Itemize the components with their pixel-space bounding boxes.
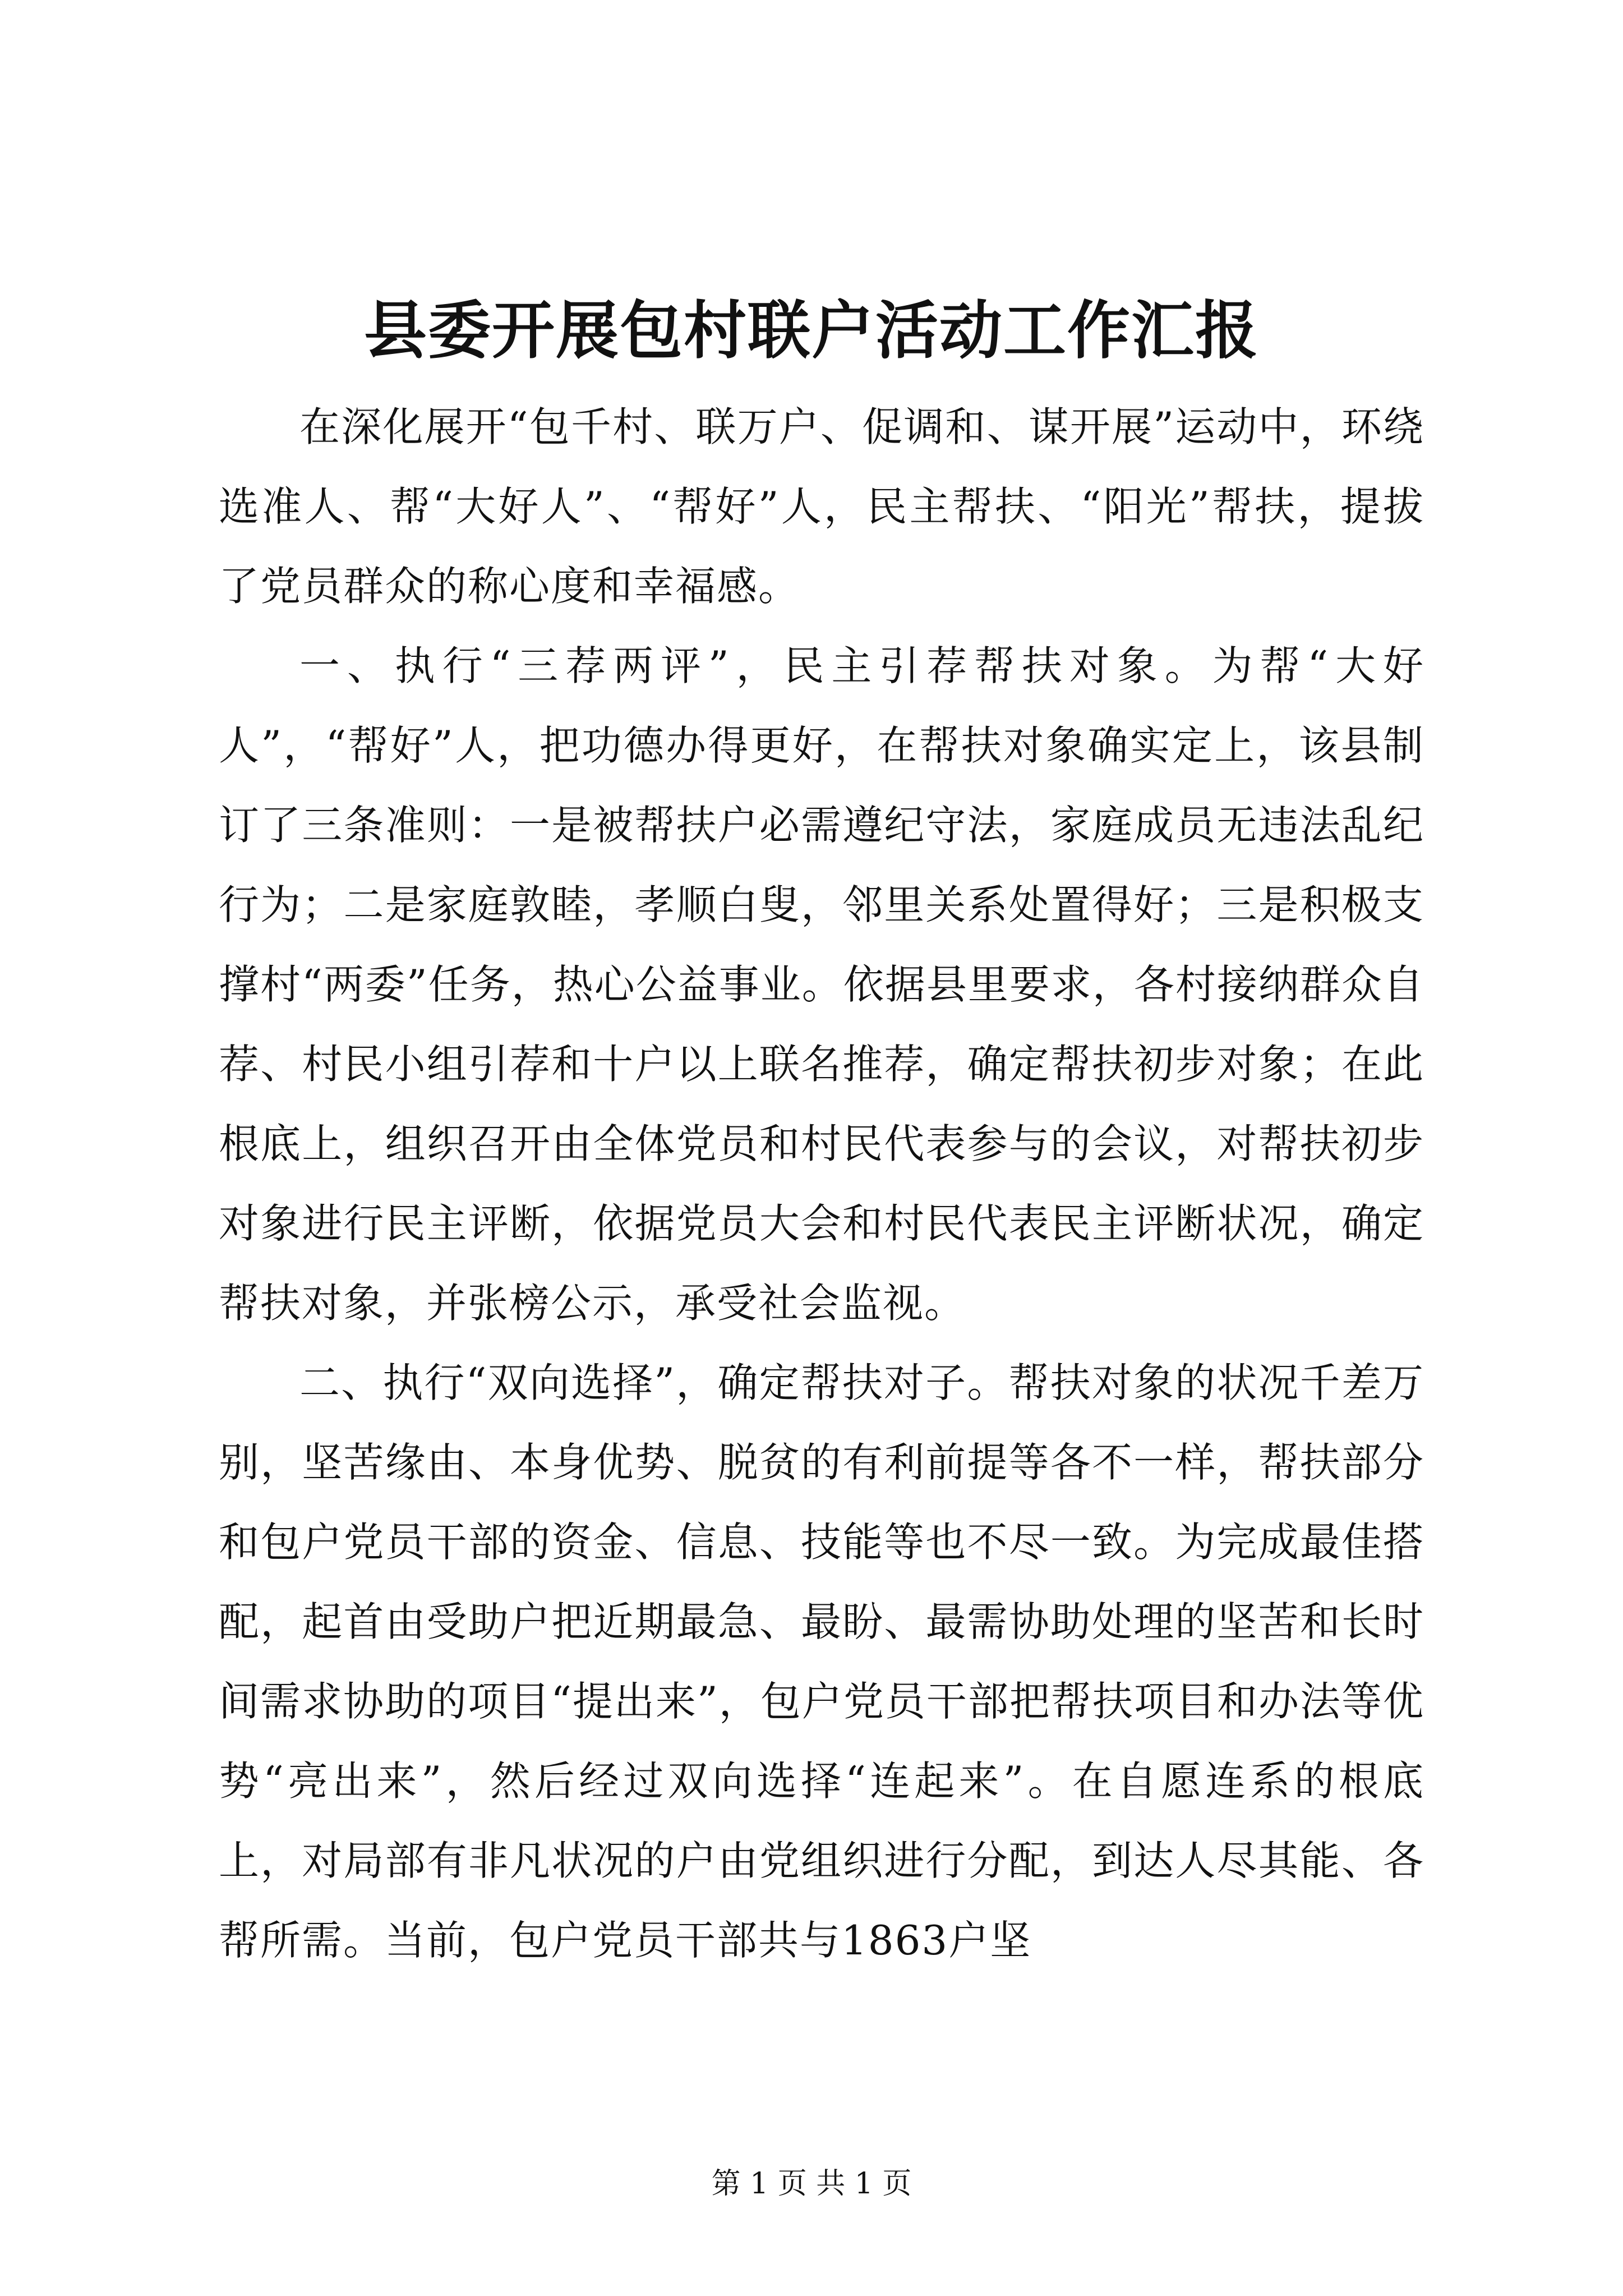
paragraph-section-two: 二、执行“双向选择”，确定帮扶对子。帮扶对象的状况千差万别，坚苦缘由、本身优势、脱贫的有利前提等各不一样，帮扶部分和包户党员干部的资金、信息、技能等也不尽一致。为完成最佳搭配，起首由受助户把近期最急、最盼、最需协助处理的坚苦和长时间需求协助的项目“提出来”，包户党员干部把帮扶项目和办法等优势“亮出来”，然后经过双向选择“连起来”。在自愿连系的根底上，对局部有非凡状况的户由党组织进行分配，到达人尽其能、各帮所需。当前，包户党员干部共与1863户坚 [219,1359,1424,1964]
page-footer: 第 1 页 共 1 页 [711,2167,912,2201]
document-title: 县委开展包村联户活动工作汇报 [364,294,1259,367]
paragraph-intro: 在深化展开“包千村、联万户、促调和、谋开展”运动中，环绕选准人、帮“大好人”、“帮好”人，民主帮扶、“阳光”帮扶，提拔了党员群众的称心度和幸福感。 [219,403,1424,610]
document-body [219,387,1424,1980]
paragraph-section-one: 一、执行“三荐两评”，民主引荐帮扶对象。为帮“大好人”，“帮好”人，把功德办得更好，在帮扶对象确实定上，该县制订了三条准则：一是被帮扶户必需遵纪守法，家庭成员无违法乱纪行为；二是家庭敦睦，孝顺白叟，邻里关系处置得好；三是积极支撑村“两委”任务，热心公益事业。依据县里要求，各村接纳群众自荐、村民小组引荐和十户以上联名推荐，确定帮扶初步对象；在此根底上，组织召开由全体党员和村民代表参与的会议，对帮扶初步对象进行民主评断，依据党员大会和村民代表民主评断状况，确定帮扶对象，并张榜公示，承受社会监视。 [219,642,1424,1327]
